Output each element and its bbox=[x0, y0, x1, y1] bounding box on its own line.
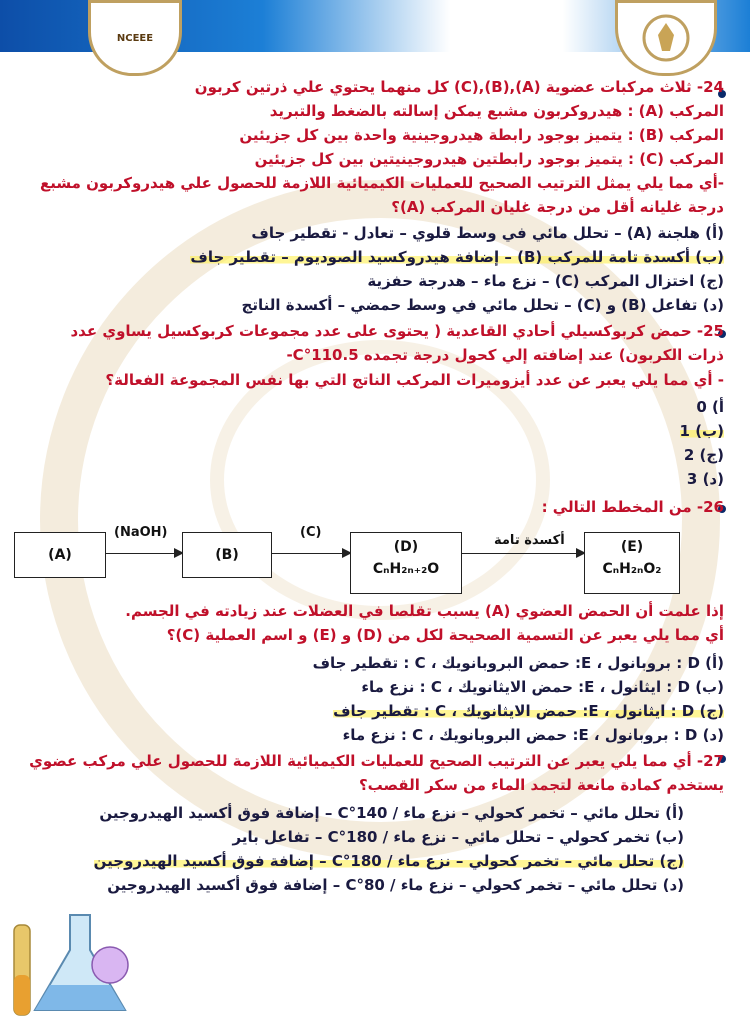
diagram-arrow-1 bbox=[106, 553, 182, 554]
q25-question: - أي مما يلي يعبر عن عدد أيزوميرات المركب الناتج التي بها نفس المجموعة الفعالة؟ bbox=[105, 371, 724, 389]
diagram-arrow-2 bbox=[272, 553, 350, 554]
diagram-box-d-label: (D) bbox=[393, 539, 419, 555]
q24-option-a: (أ) هلجنة (A) – تحلل مائي في وسط قلوي – تعادل - تقطير جاف bbox=[251, 224, 724, 242]
q24-option-b bbox=[190, 246, 724, 268]
q24-compound-b: المركب (B) : يتميز بوجود رابطة هيدروجينية واحدة بين كل جزيئين bbox=[239, 126, 724, 144]
logo-text: NCEEE bbox=[116, 32, 154, 44]
q26-option-a: (أ) D : بروبانول ، E: حمض البروبانويك ، C : تقطير جاف bbox=[312, 654, 724, 672]
q25-option-b-text: (ب) 1 bbox=[679, 422, 724, 440]
q24-option-c: (ج) اختزال المركب (C) – نزع ماء – هدرجة حفزية bbox=[367, 272, 724, 290]
diagram-box-e bbox=[584, 532, 680, 594]
q27-option-c-text: (ج) تحلل مائي – تخمر كحولي – نزع ماء / 180°C – إضافة فوق أكسيد الهيدروجين bbox=[93, 852, 684, 870]
q24-option-d: (د) تفاعل (B) و (C) – تحلل مائي في وسط حمضي – أكسدة الناتج bbox=[241, 296, 724, 314]
q27-title-line1: 27- أي مما يلي يعبر عن الترتيب الصحيح للعمليات الكيميائية اللازمة للحصول علي مركب عضوي bbox=[29, 752, 724, 770]
q27-option-a: (أ) تحلل مائي – تخمر كحولي – نزع ماء / 140°C – إضافة فوق أكسيد الهيدروجين bbox=[99, 804, 684, 822]
q26-option-d: (د) D : بروبانول ، E: حمض البروبانويك ، C : نزع ماء bbox=[342, 726, 724, 744]
diagram-arrow-1-label: (NaOH) bbox=[114, 525, 168, 540]
diagram-box-d bbox=[350, 532, 462, 594]
q25-title-line2: ذرات الكربون) عند إضافته إلي كحول درجة تجمده 110.5°C- bbox=[286, 346, 724, 364]
q26-option-c-text: (ج) D : ايثانول ، E: حمض الايثانويك ، C : تقطير جاف bbox=[333, 702, 724, 720]
q26-option-c bbox=[333, 700, 724, 722]
q26-title: 26- من المخطط التالي : bbox=[541, 498, 724, 516]
q24-question-line2: درجة غليانه أقل من درجة غليان المركب (A)؟ bbox=[391, 198, 724, 216]
diagram-box-b: (B) bbox=[182, 532, 272, 578]
nceee-logo bbox=[88, 0, 182, 76]
q24-compound-a: المركب (A) : هيدروكربون مشبع يمكن إسالته بالضغط والتبريد bbox=[269, 102, 724, 120]
ministry-seal-logo bbox=[615, 0, 717, 76]
q27-title-line2: يستخدم كمادة مانعة لتجمد الماء من سكر القصب؟ bbox=[358, 776, 724, 794]
q24-title: 24- ثلاث مركبات عضوية (A),(B),(C) كل منهما يحتوي علي ذرتين كربون bbox=[194, 78, 724, 96]
q27-option-d: (د) تحلل مائي – تخمر كحولي – نزع ماء / 80°C – إضافة فوق أكسيد الهيدروجين bbox=[107, 876, 684, 894]
q25-option-b bbox=[680, 420, 724, 442]
diagram-arrow-3-label: أكسدة تامة bbox=[494, 533, 565, 548]
q27-option-b: (ب) تخمر كحولي – تحلل مائي – نزع ماء / 180°C – تفاعل باير bbox=[232, 828, 684, 846]
q26-option-b: (ب) D : ايثانول ، E: حمض الايثانويك ، C : نزع ماء bbox=[361, 678, 724, 696]
eagle-emblem-icon bbox=[636, 13, 696, 63]
q26-fact: إذا علمت أن الحمض العضوي (A) يسبب تقلصا في العضلات عند زيادته في الجسم. bbox=[125, 602, 724, 620]
diagram-box-e-formula: CₙH₂ₙO₂ bbox=[602, 561, 662, 577]
q24-compound-c: المركب (C) : يتميز بوجود رابطتين هيدروجينيتين بين كل جزيئين bbox=[254, 150, 724, 168]
diagram-box-d-formula: CₙH₂ₙ₊₂O bbox=[372, 561, 440, 577]
lab-glassware-illustration bbox=[0, 905, 150, 1016]
q24-question-line1: -أي مما يلي يمثل الترتيب الصحيح للعمليات الكيميائية اللازمة للحصول علي هيدروكربون مشبع bbox=[39, 174, 724, 192]
diagram-arrow-2-label: (C) bbox=[300, 525, 322, 540]
diagram-box-a: (A) bbox=[14, 532, 106, 578]
q25-option-c: (ج) 2 bbox=[683, 446, 724, 464]
diagram-box-e-label: (E) bbox=[620, 539, 644, 555]
q25-option-d: (د) 3 bbox=[686, 470, 724, 488]
q25-title-line1: 25- حمض كربوكسيلي أحادي القاعدية ( يحتوى على عدد مجموعات كربوكسيل يساوي عدد bbox=[70, 322, 724, 340]
q24-option-b-text: (ب) أكسدة تامة للمركب (B) – إضافة هيدروكسيد الصوديوم – تقطير جاف bbox=[190, 248, 724, 266]
q25-option-a: أ) 0 bbox=[696, 398, 724, 416]
diagram-arrow-3 bbox=[462, 553, 584, 554]
q27-option-c bbox=[94, 850, 684, 872]
q26-question: أي مما يلي يعبر عن التسمية الصحيحة لكل من (D) و (E) و اسم العملية (C)؟ bbox=[166, 626, 724, 644]
